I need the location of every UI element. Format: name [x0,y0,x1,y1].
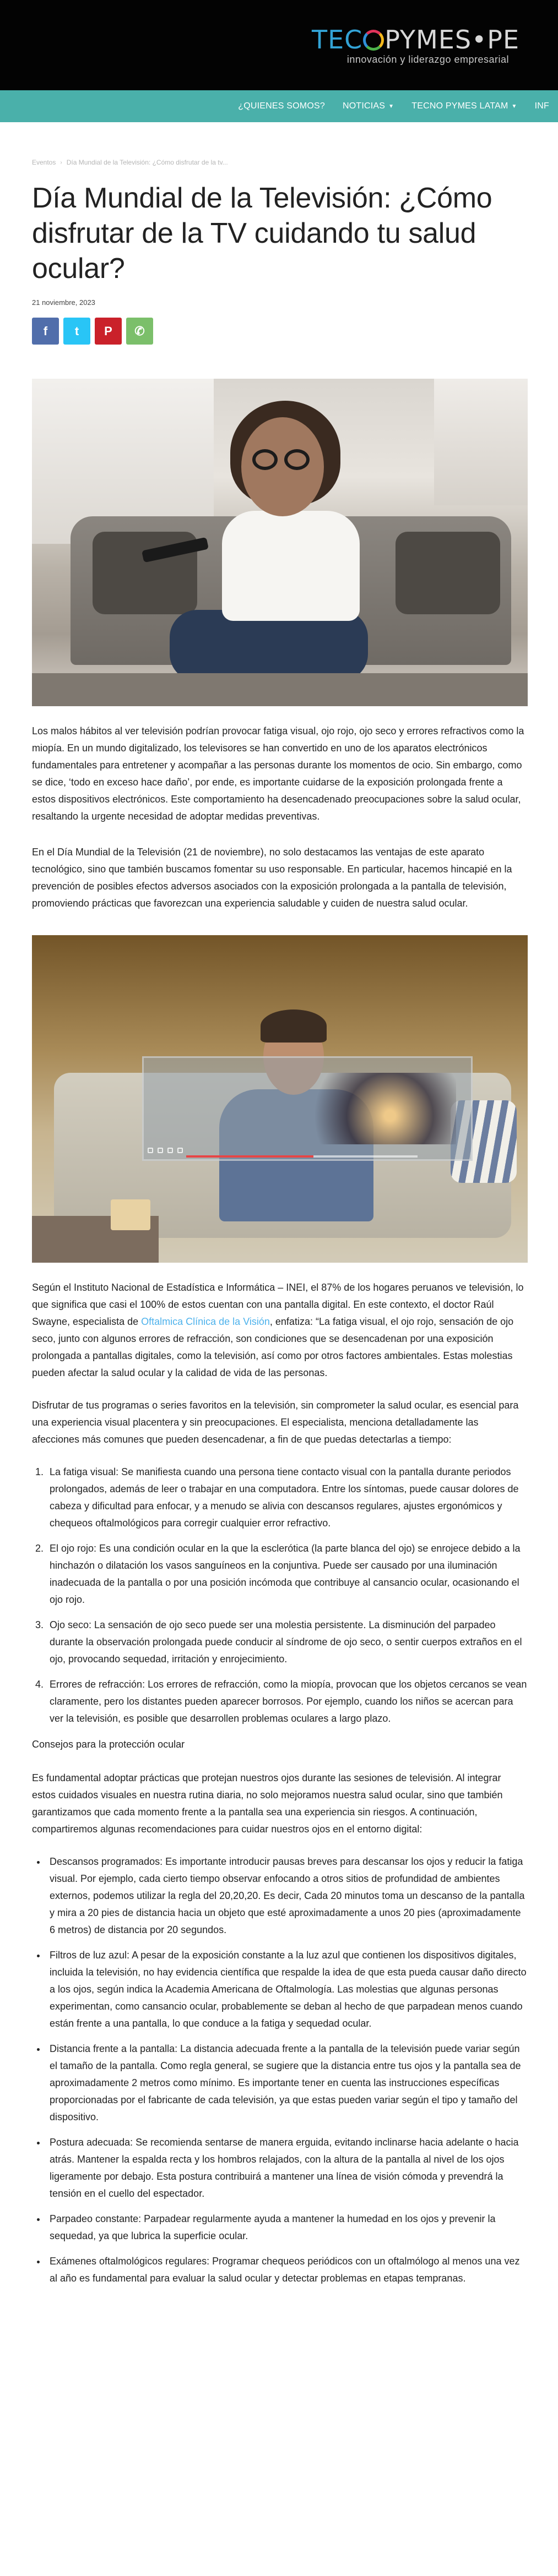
tips-list [32,1853,527,2287]
featured-image-woman-watching-tv [32,379,528,706]
nav-item-label: ¿QUIENES SOMOS? [238,101,325,111]
chevron-down-icon: ▼ [511,103,517,110]
article-title: Día Mundial de la Televisión: ¿Cómo disfrutar de la TV cuidando tu salud ocular? [32,182,492,285]
image-man-watching-tv [32,935,528,1263]
image-cushion [396,532,500,614]
list-item: 2. El ojo rojo: Es una condición ocular en la que la esclerótica (la parte blanca del ojo) se enrojece debido a la hinchazón o dilatación los vasos sanguíneos en la conjuntiva. Puede ser causado por una iluminación inadecuada de la pantalla o por una posición incómoda que contribuye al cansancio ocular, ocasionando el ojo rojo. [46,1540,527,1608]
site-header [0,0,558,90]
paragraph-world-tv-day: En el Día Mundial de la Televisión (21 de noviembre), no solo destacamos las ventajas de este aparato tecnológico, sino que también buscamos fomentar su uso responsable. En particular, hacemos hincapié en la prevención de posibles efectos adversos asociados con la exposición prolongada a la pantalla de televisión, promoviendo prácticas que favorezcan una experiencia saludable y cuiden de nuestra salud ocular. [32,847,512,909]
paragraph-text: Según el Instituto Nacional de Estadística e Informática – INEI, el 87% de los hogares peruanos ve televisión, lo que significa que casi el 100% de estos cuentan con una pantalla digital. En este contexto, el doctor Raúl Swayne, especialista de [32,1282,524,1327]
image-progress-bar [186,1155,418,1158]
nav-item-noticias[interactable] [334,101,403,111]
list-item: 3. Ojo seco: La sensación de ojo seco puede ser una molestia persistente. La disminución del parpadeo durante la observación prolongada puede conducir al síndrome de ojo seco, o sentir cuerpos extraños en el ojo, provocando sequedad, irritación y enrojecimiento. [46,1617,527,1668]
list-item: • Parpadeo constante: Parpadear regularmente ayuda a mantener la humedad en los ojos y prevenir la sequedad, ya que lubrica la superficie ocular. [46,2211,527,2245]
logo-text-tec: TEC [312,25,363,54]
image-popcorn [111,1199,150,1230]
paragraph-inei [32,1279,527,1382]
breadcrumb-link-eventos[interactable]: Eventos [32,159,56,166]
image-man-hair [261,1009,327,1043]
conditions-list [32,1464,527,1727]
list-item: 1. La fatiga visual: Se manifiesta cuando una persona tiene contacto visual con la pantalla durante periodos prolongados, además de leer o trabajar en una computadora. Entre los síntomas, puede causar dolores de cabeza y dificultad para enfocar, y a menudo se alivia con descansos regulares, ajustes ergonómicos y chequeos oftalmológicos para corregir cualquier error refractivo. [46,1464,527,1532]
twitter-share-button[interactable] [63,318,90,345]
logo-dot: • [472,25,487,54]
pinterest-icon: P [104,324,112,338]
logo-text-pymes: PYMES [384,25,472,54]
whatsapp-icon: ✆ [134,324,145,338]
breadcrumb [32,159,527,166]
breadcrumb-separator: › [60,159,62,166]
oftalmica-link[interactable]: Oftalmica Clínica de la Visión [141,1316,270,1327]
image-cabinet [434,379,528,505]
image-floor [32,673,528,706]
list-item: 4. Errores de refracción: Los errores de refracción, como la miopía, provocan que los objetos cercanos se vean claramente, pero los distantes pueden aparecer borrosos. Por ejemplo, cuando los niños se acercan para ver la televisión, es posible que desarrollen problemas oculares a largo plazo. [46,1676,527,1727]
list-item: • Descansos programados: Es importante introducir pausas breves para descansar los ojos y reducir la fatiga visual. Por ejemplo, cada cierto tiempo observar enfocando a otros sitios de profundidad de ambientes externos, podemos utilizar la regla del 20,20,20. Es decir, Cada 20 minutos toma un descanso de la pantalla y mira a 20 pies de distancia hacia un objeto que esté aproximadamente a unos 20 pies (aproximadamente 6 metros) de distancia por 20 segundos. [46,1853,527,1939]
main-navigation [0,90,558,122]
share-buttons [32,318,527,345]
article-date: 21 noviembre, 2023 [32,298,95,307]
breadcrumb-current: Día Mundial de la Televisión: ¿Cómo disfrutar de la tv... [66,159,228,166]
image-screen-content [291,1073,456,1144]
section-heading-protection: Consejos para la protección ocular [32,1739,185,1750]
article-content [0,159,558,2287]
site-logo[interactable] [312,24,520,68]
facebook-share-button[interactable] [32,318,59,345]
twitter-icon: t [74,324,79,338]
list-item: • Filtros de luz azul: A pesar de la exposición constante a la luz azul que contienen los dispositivos digitales, incluida la televisión, no hay evidencia científica que respalde la idea de que esta pueda causar daño directo a los ojos, según indica la Academia Americana de Oftalmología. Las molestias que algunas personas experimentan, como cansancio ocular, probablemente se deban al hecho de que parpadean menos cuando están frente a una pantalla, lo que conduce a la fatiga y sequedad ocular. [46,1947,527,2032]
logo-text-pe: PE [487,25,520,54]
nav-item-quienes-somos[interactable] [229,101,334,111]
image-player-controls [148,1148,183,1153]
paragraph-intro: Los malos hábitos al ver televisión podrían provocar fatiga visual, ojo rojo, ojo seco y errores refractivos como la miopía. En un mundo digitalizado, los televisores se han convertido en uno de los aparatos electrónicos fundamentales para entretener y acompañar a las personas durante los momentos de ocio. Sin embargo, como se dice, ‘todo en exceso hace daño’, por ende, es importante cuidarse de la exposición prolongada frente a estos dispositivos electrónicos. Este comportamiento ha desencadenado preocupaciones sobre la salud ocular, resaltando la urgente necesidad de adoptar medidas preventivas. [32,725,524,822]
list-item: • Postura adecuada: Se recomienda sentarse de manera erguida, evitando inclinarse hacia adelante o hacia atrás. Mantener la espalda recta y los hombros relajados, con la altura de la pantalla al nivel de los ojos ligeramente por debajo. Esta postura contribuirá a mantener una línea de visión cómoda y prevendrá la tensión en el cuello del espectador. [46,2134,527,2202]
chevron-down-icon: ▼ [388,103,394,110]
logo-tagline: innovación y liderazgo empresarial [346,54,509,65]
nav-item-label: TECNO PYMES LATAM [411,101,508,111]
whatsapp-share-button[interactable] [126,318,153,345]
paragraph-text: , enfatiza: “La fatiga visual, el ojo rojo, sensación de ojo seco, junto con algunos errores de refracción, son condiciones que se desencadenan por una exposición prolongada a pantallas digitales, como la televisión, así como por otros factores ambientales. Estas molestias pueden afectar la salud ocular y la calidad de vida de las personas. [32,1316,514,1378]
logo-wordmark [312,24,520,55]
nav-item-label: NOTICIAS [342,101,386,111]
nav-item-tecno-pymes-latam[interactable] [403,101,526,111]
nav-item-inf[interactable] [526,101,558,111]
paragraph-conditions-intro: Disfrutar de tus programas o series favoritos en la televisión, sin comprometer la salud ocular, es esencial para una experiencia visual placentera y sin preocupaciones. El especialista, menciona detalladamente las afecciones más comunes que pueden desencadenar, a fin de que puedas detectarlas a tiempo: [32,1400,519,1445]
list-item: • Exámenes oftalmológicos regulares: Programar chequeos periódicos con un oftalmólogo al menos una vez al año es fundamental para evaluar la salud ocular y detectar problemas en etapas tempranas. [46,2253,527,2287]
image-torso [222,511,360,621]
facebook-icon: f [43,324,48,338]
logo-ring-icon [363,30,384,51]
list-item: • Distancia frente a la pantalla: La distancia adecuada frente a la pantalla de la televisión puede variar según el tamaño de la pantalla. Como regla general, se sugiere que la distancia entre tus ojos y la pantalla sea de aproximadamente 2 metros como mínimo. Es importante tener en cuenta las instrucciones específicas proporcionadas por el fabricante de cada televisión, ya que estas pueden variar según el tipo y tamaño del dispositivo. [46,2040,527,2126]
paragraph-protection-intro: Es fundamental adoptar prácticas que protejan nuestros ojos durante las sesiones de televisión. Al integrar estos cuidados visuales en nuestra rutina diaria, no solo mejoramos nuestra salud ocular, sino que también garantizamos que cada momento frente a la pantalla sea una experiencia sin riesgos. A continuación, compartiremos algunas recomendaciones para cuidar nuestros ojos en el entorno digital: [32,1772,503,1835]
pinterest-share-button[interactable] [95,318,122,345]
image-glasses [252,449,313,471]
nav-item-label: INF [534,101,549,111]
